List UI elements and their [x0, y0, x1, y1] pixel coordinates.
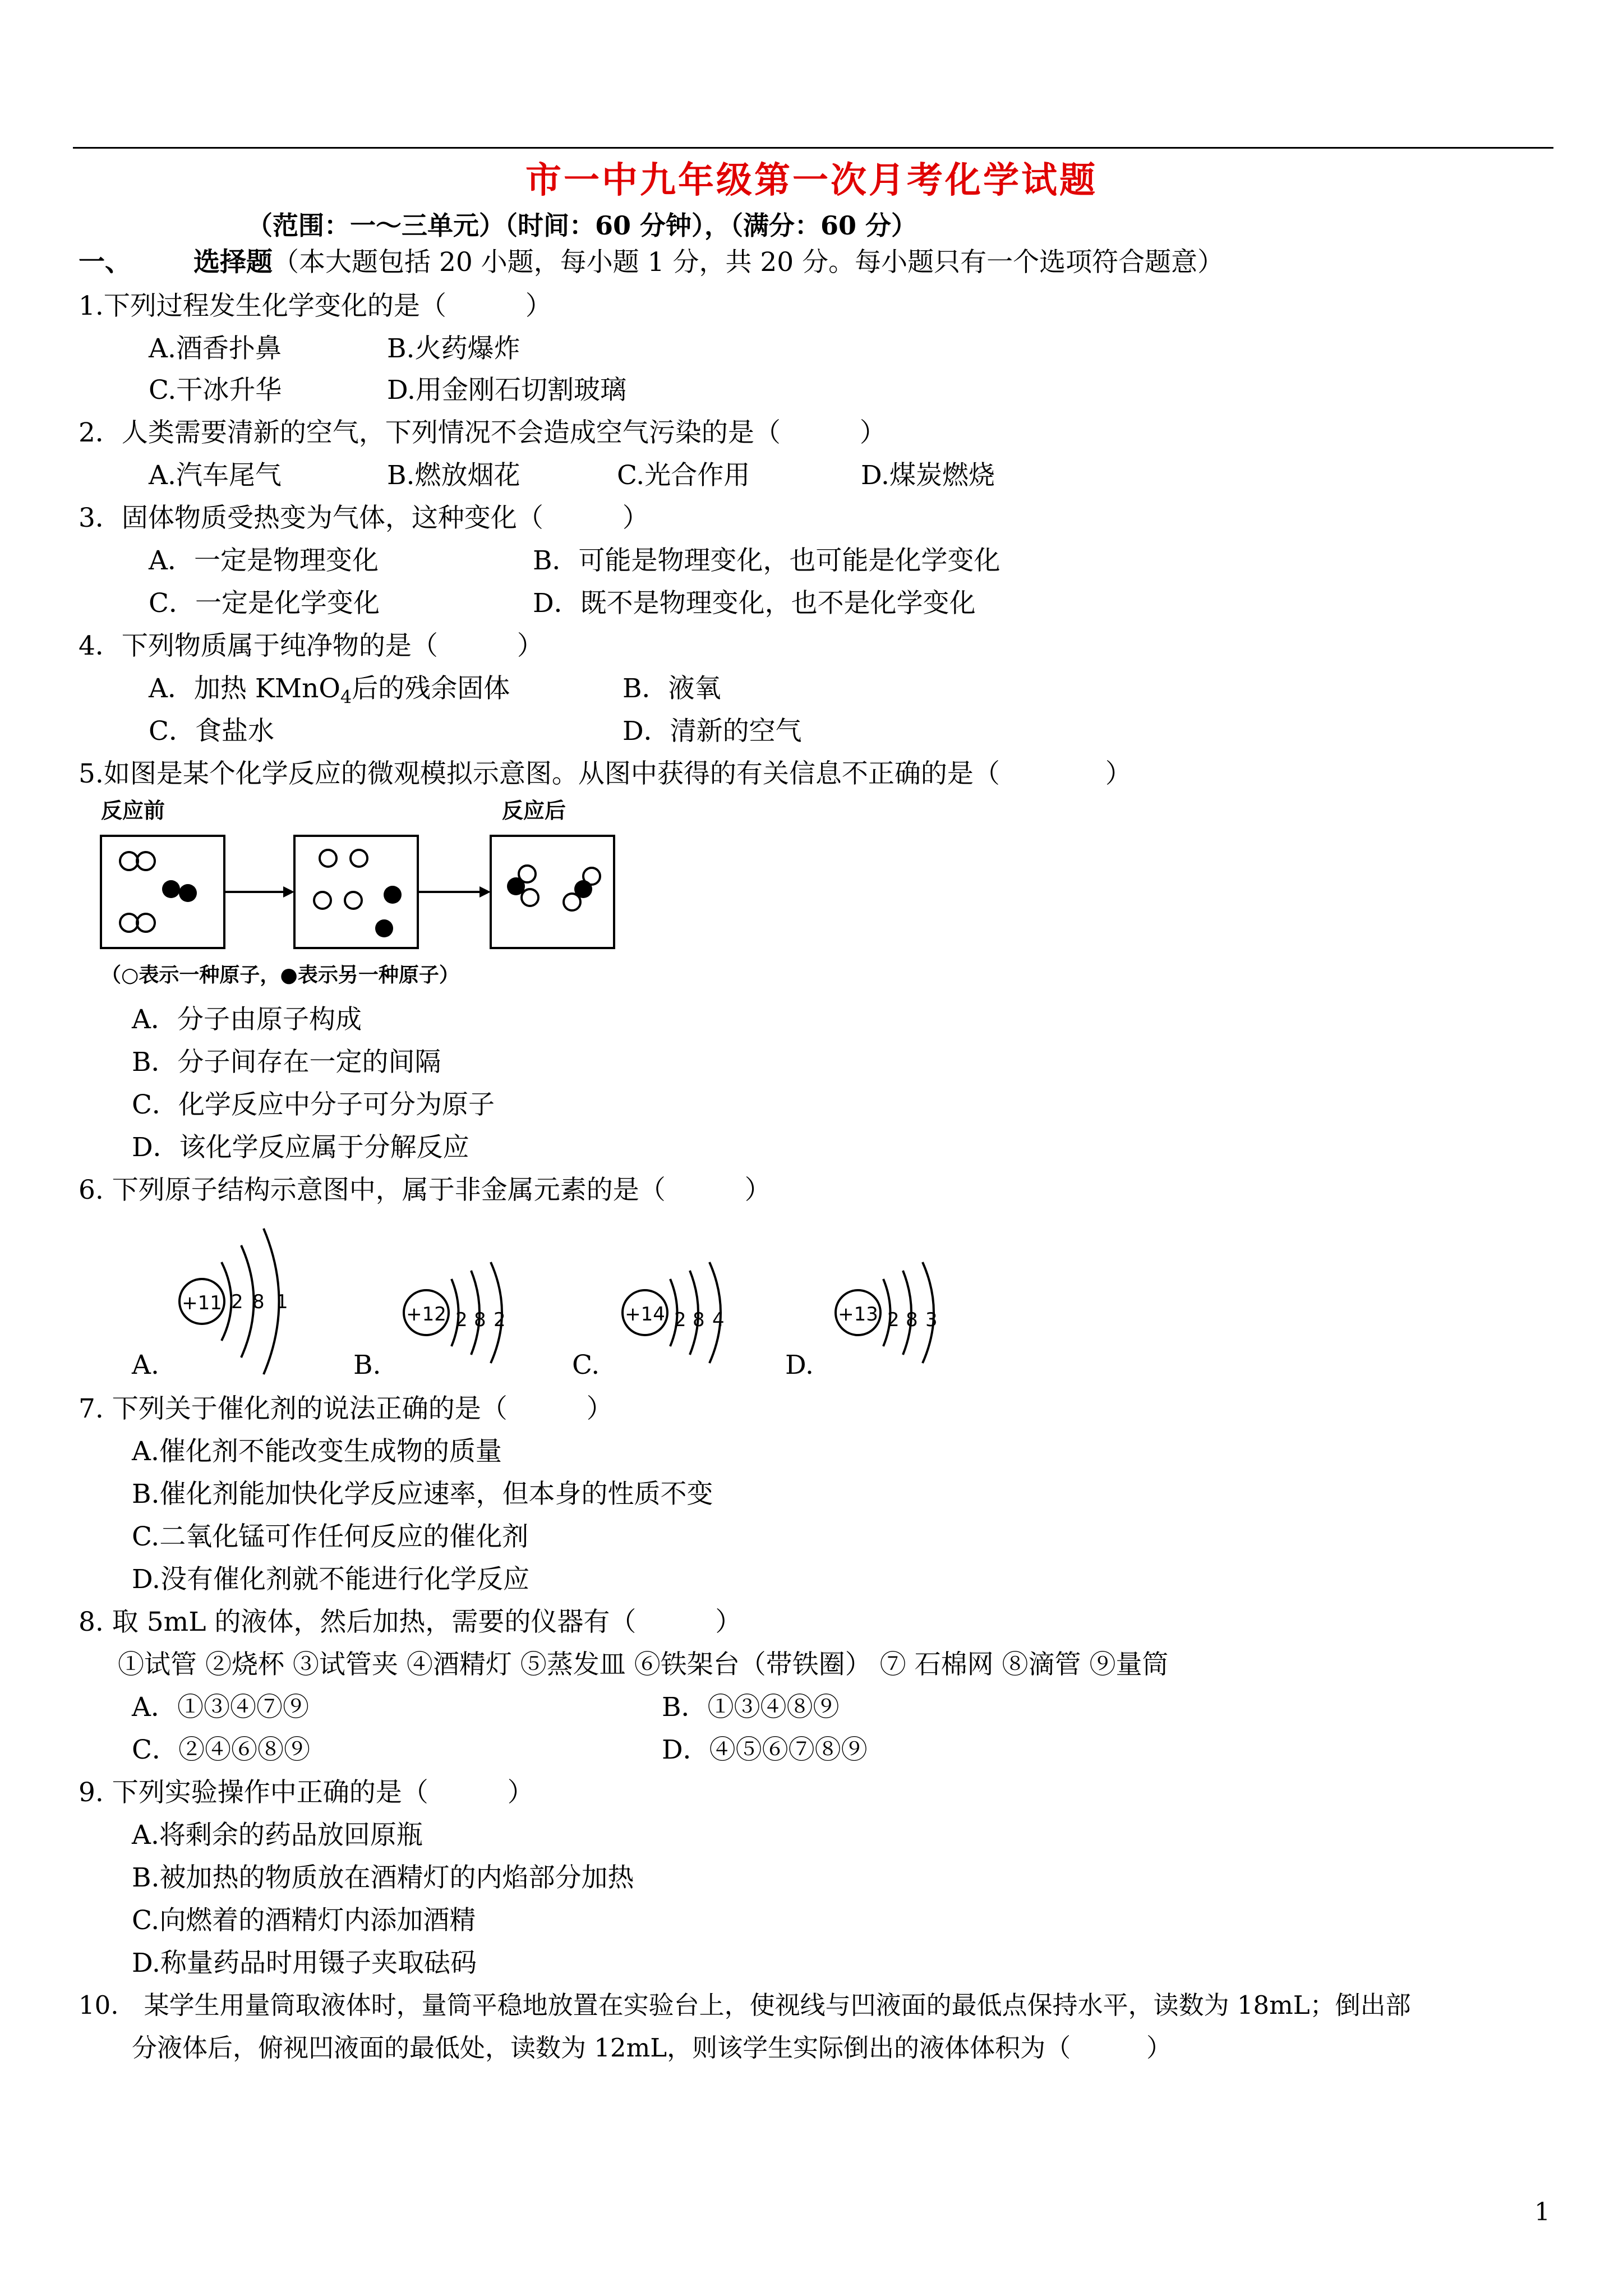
atom-diagram-d	[824, 1257, 953, 1369]
nucleus-charge: +11	[182, 1292, 222, 1314]
q5-stem: 5.如图是某个化学反应的微观模拟示意图。从图中获得的有关信息不正确的是（ ）	[79, 758, 1132, 789]
q7-option-a: A.催化剂不能改变生成物的质量	[132, 1436, 502, 1467]
q6-stem: 6. 下列原子结构示意图中，属于非金属元素的是（ ）	[79, 1175, 771, 1205]
electron-count: 8	[252, 1291, 265, 1313]
page-number: 1	[1534, 2198, 1550, 2226]
electron-count: 2	[231, 1291, 243, 1313]
section-heading	[193, 247, 1224, 278]
q4-option-a	[149, 673, 510, 708]
q3-option-c: C．一定是化学变化	[149, 588, 380, 619]
reaction-diagram	[90, 797, 639, 999]
shell-arc	[222, 1262, 232, 1341]
q2-option-a: A.汽车尾气	[149, 460, 282, 491]
atom-diagram-c	[611, 1257, 740, 1369]
q2-option-c: C.光合作用	[617, 460, 750, 491]
q4-option-a-text: A．加热 KMnO	[149, 673, 340, 704]
electron-count: 3	[925, 1309, 938, 1331]
electron-count: 1	[276, 1291, 288, 1313]
atom-diagram-b	[393, 1257, 522, 1369]
q7-option-c: C.二氧化锰可作任何反应的催化剂	[132, 1521, 529, 1552]
section-desc: （本大题包括 20 小题，每小题 1 分，共 20 分。每小题只有一个选项符合题意）	[273, 247, 1224, 278]
q8-option-c: C．②④⑥⑧⑨	[132, 1734, 310, 1765]
q8-option-b: B．①③④⑧⑨	[662, 1692, 840, 1723]
q9-option-c: C.向燃着的酒精灯内添加酒精	[132, 1905, 476, 1936]
section-number: 一、	[79, 247, 131, 278]
q9-option-a: A.将剩余的药品放回原瓶	[132, 1820, 423, 1851]
q3-stem: 3．固体物质受热变为气体，这种变化（ ）	[79, 503, 649, 533]
q5-option-c: C．化学反应中分子可分为原子	[132, 1089, 495, 1120]
exam-title: 市一中九年级第一次月考化学试题	[525, 159, 1098, 201]
q8-stem: 8. 取 5mL 的液体，然后加热，需要的仪器有（ ）	[79, 1607, 742, 1637]
q9-option-b: B.被加热的物质放在酒精灯的内焰部分加热	[132, 1862, 634, 1893]
diagram-legend: （○表示一种原子，●表示另一种原子）	[101, 964, 459, 987]
q3-option-b: B．可能是物理变化，也可能是化学变化	[533, 545, 1000, 576]
q4-option-b: B．液氧	[623, 673, 721, 704]
q3-option-d: D．既不是物理变化，也不是化学变化	[533, 588, 976, 619]
q6-option-b-label: B.	[353, 1350, 381, 1381]
q8-option-d: D．④⑤⑥⑦⑧⑨	[662, 1734, 868, 1765]
q9-stem: 9. 下列实验操作中正确的是（ ）	[79, 1777, 534, 1808]
q4-option-a-subscript: 4	[340, 686, 352, 708]
atom-white	[583, 868, 600, 885]
q1-stem: 1.下列过程发生化学变化的是（ ）	[79, 291, 552, 321]
q1-option-b: B.火药爆炸	[387, 333, 520, 364]
q3-option-a: A．一定是物理变化	[149, 545, 379, 576]
atom-white	[522, 889, 538, 906]
q6-option-a-label: A.	[132, 1350, 159, 1381]
q2-stem: 2．人类需要清新的空气，下列情况不会造成空气污染的是（ ）	[79, 417, 886, 448]
electron-count: 2	[455, 1309, 468, 1331]
atoms-middle	[314, 850, 367, 909]
q5-option-a: A．分子由原子构成	[132, 1004, 362, 1035]
q2-option-b: B.燃放烟花	[387, 460, 520, 491]
q9-option-d: D.称量药品时用镊子夹取砝码	[132, 1948, 477, 1978]
arrow-2-head	[479, 886, 491, 898]
electron-count: 8	[693, 1309, 705, 1331]
q4-option-c: C．食盐水	[149, 716, 274, 747]
atom-black	[179, 884, 197, 902]
atom-white	[519, 866, 536, 882]
exam-subtitle: （范围：一～三单元）（时间：60 分钟），（满分：60 分）	[247, 210, 917, 241]
q6-option-c-label: C.	[572, 1350, 600, 1381]
q7-stem: 7. 下列关于催化剂的说法正确的是（ ）	[79, 1393, 613, 1424]
atom-white	[564, 894, 580, 910]
electron-count: 8	[474, 1309, 486, 1331]
q8-option-a: A．①③④⑦⑨	[132, 1692, 309, 1723]
q5-option-d: D．该化学反应属于分解反应	[132, 1132, 469, 1163]
atom-black	[375, 919, 393, 937]
nucleus-charge: +14	[625, 1303, 665, 1326]
atom-black	[384, 886, 402, 904]
atom-black	[162, 880, 180, 898]
q6-option-d-label: D.	[785, 1350, 814, 1381]
electron-count: 2	[494, 1309, 506, 1331]
molecules-before	[120, 852, 155, 932]
q4-option-a-rest: 后的残余固体	[352, 673, 510, 704]
section-name: 选择题	[193, 247, 273, 278]
q1-option-c: C.干冰升华	[149, 375, 282, 406]
q8-items: ①试管 ②烧杯 ③试管夹 ④酒精灯 ⑤蒸发皿 ⑥铁架台（带铁圈） ⑦ 石棉网 ⑧滴管 ⑨量筒	[118, 1649, 1169, 1680]
q1-option-d: D.用金刚石切割玻璃	[387, 375, 626, 406]
header-rule	[73, 147, 1553, 149]
label-after: 反应后	[502, 798, 566, 823]
q7-option-b: B.催化剂能加快化学反应速率，但本身的性质不变	[132, 1479, 713, 1510]
q7-option-d: D.没有催化剂就不能进行化学反应	[132, 1564, 529, 1595]
electron-count: 8	[906, 1309, 918, 1331]
q5-option-b: B．分子间存在一定的间隔	[132, 1047, 441, 1078]
nucleus-charge: +12	[406, 1303, 446, 1326]
q10-line-1: 10. 某学生用量筒取液体时，量筒平稳地放置在实验台上，使视线与凹液面的最低点保持水平，读数为 18mL；倒出部	[79, 1990, 1411, 2020]
arrow-1-head	[283, 886, 294, 898]
electron-count: 2	[674, 1309, 686, 1331]
electron-count: 4	[712, 1309, 725, 1331]
electron-count: 2	[887, 1309, 900, 1331]
q10-line-2: 分液体后，俯视凹液面的最低处，读数为 12mL，则该学生实际倒出的液体体积为（ ）	[132, 2033, 1172, 2063]
q4-option-d: D．清新的空气	[623, 716, 802, 747]
q1-option-a: A.酒香扑鼻	[149, 333, 282, 364]
q2-option-d: D.煤炭燃烧	[861, 460, 995, 491]
nucleus-charge: +13	[838, 1303, 878, 1326]
label-before: 反应前	[101, 798, 165, 823]
atom-diagram-a	[168, 1217, 314, 1386]
q4-stem: 4．下列物质属于纯净物的是（ ）	[79, 631, 543, 661]
